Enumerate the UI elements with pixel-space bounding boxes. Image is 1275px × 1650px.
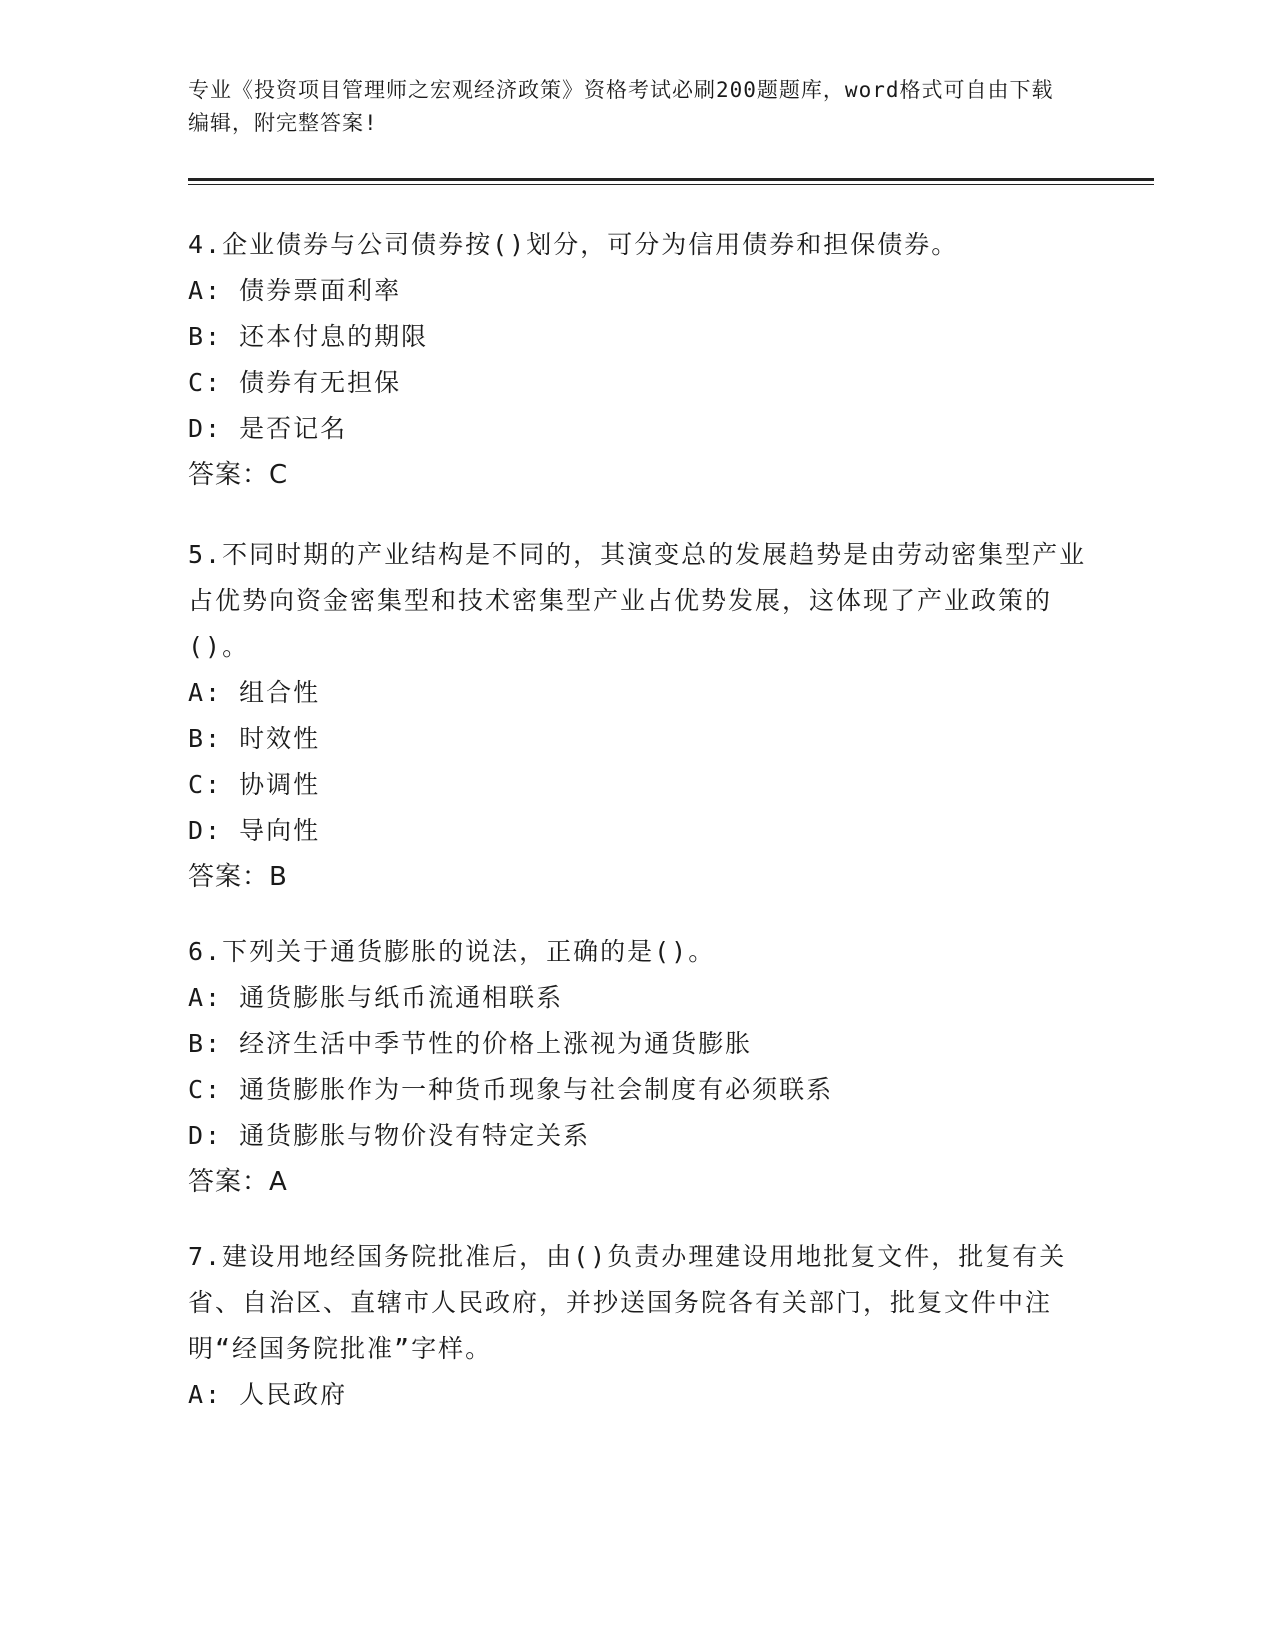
option-c: C: 协调性 [188,770,321,799]
option-d: D: 是否记名 [188,414,348,443]
option-b: B: 还本付息的期限 [188,322,429,351]
option-a: A: 组合性 [188,678,321,707]
option-a: A: 债券票面利率 [188,276,402,305]
option-c: C: 债券有无担保 [188,368,402,397]
header-divider [188,178,1154,185]
option-a: A: 人民政府 [188,1380,348,1409]
option-d: D: 通货膨胀与物价没有特定关系 [188,1121,591,1150]
option-d: D: 导向性 [188,816,321,845]
question-stem: 5.不同时期的产业结构是不同的，其演变总的发展趋势是由劳动密集型产业占优势向资金密集型和技术密集型产业占优势发展，这体现了产业政策的()。 [188,540,1087,661]
question-stem: 6.下列关于通货膨胀的说法，正确的是()。 [188,937,716,966]
question-stem: 4.企业债券与公司债券按()划分，可分为信用债券和担保债券。 [188,230,959,259]
question-block [188,532,1088,900]
answer-line: 答案：C [188,460,289,490]
option-b: B: 时效性 [188,724,321,753]
option-b: B: 经济生活中季节性的价格上涨视为通货膨胀 [188,1029,753,1058]
option-a: A: 通货膨胀与纸币流通相联系 [188,983,564,1012]
question-block [188,222,1088,498]
answer-line: 答案：B [188,862,288,892]
option-c: C: 通货膨胀作为一种货币现象与社会制度有必须联系 [188,1075,834,1104]
question-stem: 7.建设用地经国务院批准后，由()负责办理建设用地批复文件，批复有关省、自治区、直辖市人民政府，并抄送国务院各有关部门，批复文件中注明“经国务院批准”字样。 [188,1242,1067,1363]
answer-line: 答案：A [188,1167,288,1197]
question-block [188,1234,1088,1418]
question-block [188,929,1088,1205]
document-header: 专业《投资项目管理师之宏观经济政策》资格考试必刷200题题库，word格式可自由下载编辑，附完整答案! [188,78,1054,135]
